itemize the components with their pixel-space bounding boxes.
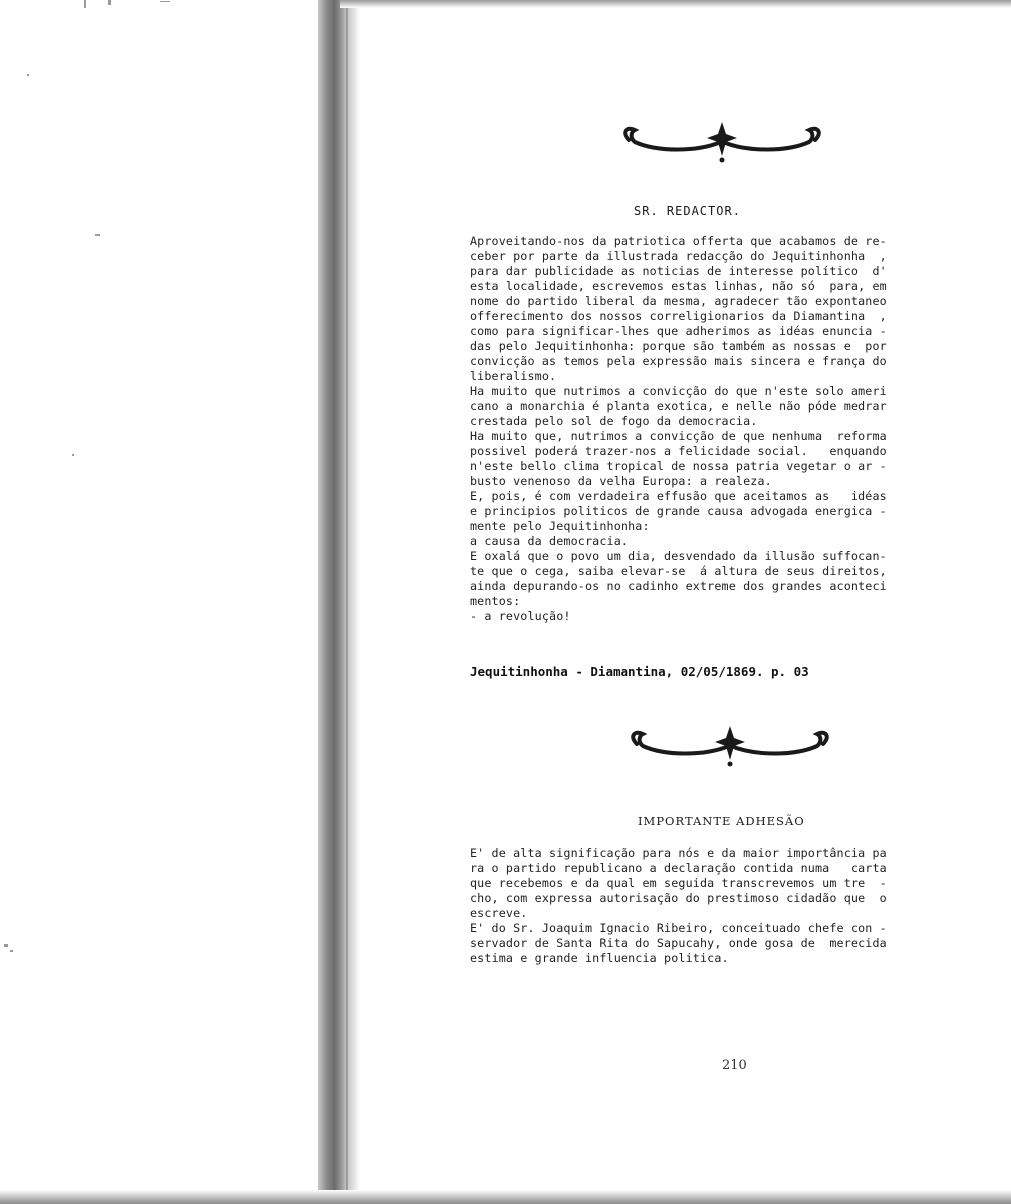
article-body: [470, 846, 980, 966]
text-line: ra o partido republicano a declaração contida numa carta: [470, 861, 887, 875]
text-line: E' do Sr. Joaquim Ignacio Ribeiro, conceituado chefe con -: [470, 921, 887, 935]
text-line: para dar publicidade as noticias de interesse político d': [470, 264, 887, 278]
text-line: offerecimento dos nossos correligionarios da Diamantina ,: [470, 309, 887, 323]
letter-body: [470, 234, 980, 624]
scan-speck: [84, 0, 86, 8]
decorative-flourish-ornament: [617, 118, 827, 168]
text-line: Ha muito que, nutrimos a convicção de que nenhuma reforma: [470, 429, 887, 443]
scan-speck: [72, 454, 74, 456]
text-line: a causa da democracia.: [470, 534, 629, 548]
text-line: E, pois, é com verdadeira effusão que aceitamos as idéas: [470, 489, 887, 503]
text-line: crestada pelo sol de fogo da democracia.: [470, 414, 758, 428]
source-citation: Jequitinhonha - Diamantina, 02/05/1869. p. 03: [470, 664, 809, 679]
text-line: como para significar-lhes que adherimos as idéas enuncia -: [470, 324, 887, 338]
text-line: que recebemos e da qual em seguida transcrevemos um tre -: [470, 876, 887, 890]
text-line: cho, com expressa autorisação do prestimoso cidadão que o: [470, 891, 887, 905]
text-line: estima e grande influencia politica.: [470, 951, 729, 965]
decorative-flourish-ornament: [625, 722, 835, 772]
article-heading: IMPORTANTE ADHESÃO: [638, 814, 805, 828]
text-line: cano a monarchia é planta exotica, e nelle não póde medrar: [470, 399, 887, 413]
text-line: escreve.: [470, 906, 528, 920]
scan-speck: [10, 950, 13, 952]
text-line: possivel poderá trazer-nos a felicidade social. enquando: [470, 444, 887, 458]
text-line: convicção as temos pela expressão mais sincera e frança do: [470, 354, 887, 368]
left-facing-page: [0, 0, 320, 1204]
gutter-shadow: [346, 0, 360, 1204]
text-line: n'este bello clima tropical de nossa patria vegetar o ar -: [470, 459, 887, 473]
page-top-edge: [340, 0, 1011, 8]
scan-speck: [27, 74, 29, 76]
scan-speck: [4, 944, 8, 947]
text-line: E oxalá que o povo um dia, desvendado da illusão suffocan-: [470, 549, 887, 563]
text-line: ainda depurando-os no cadinho extreme dos grandes aconteci: [470, 579, 887, 593]
text-line: esta localidade, escrevemos estas linhas, não só para, em: [470, 279, 887, 293]
text-line: - a revolução!: [470, 609, 571, 623]
book-gutter: [318, 0, 348, 1204]
text-line: Aproveitando-nos da patriotica offerta que acabamos de re-: [470, 234, 887, 248]
text-line: busto venenoso da velha Europa: a realeza.: [470, 474, 772, 488]
text-line: mentos:: [470, 594, 521, 608]
text-line: Ha muito que nutrimos a convicção do que n'este solo ameri: [470, 384, 887, 398]
text-line: e principios politicos de grande causa advogada energica -: [470, 504, 887, 518]
text-line: das pelo Jequitinhonha: porque são também as nossas e por: [470, 339, 887, 353]
page-number: 210: [722, 1058, 747, 1073]
text-line: liberalismo.: [470, 369, 557, 383]
scan-speck: [95, 234, 100, 236]
text-line: mente pelo Jequitinhonha:: [470, 519, 650, 533]
text-line: servador de Santa Rita do Sapucahy, onde gosa de merecida: [470, 936, 887, 950]
text-line: E' de alta significação para nós e da maior importância pa: [470, 846, 887, 860]
text-line: te que o cega, saiba elevar-se á altura de seus direitos,: [470, 564, 887, 578]
scan-speck: [160, 1, 170, 2]
scan-speck: [108, 0, 111, 5]
page-bottom-edge: [0, 1190, 1011, 1204]
letter-heading: SR. REDACTOR.: [634, 204, 741, 218]
text-line: ceber por parte da illustrada redacção do Jequitinhonha ,: [470, 249, 887, 263]
text-line: nome do partido liberal da mesma, agradecer tão expontaneo: [470, 294, 887, 308]
